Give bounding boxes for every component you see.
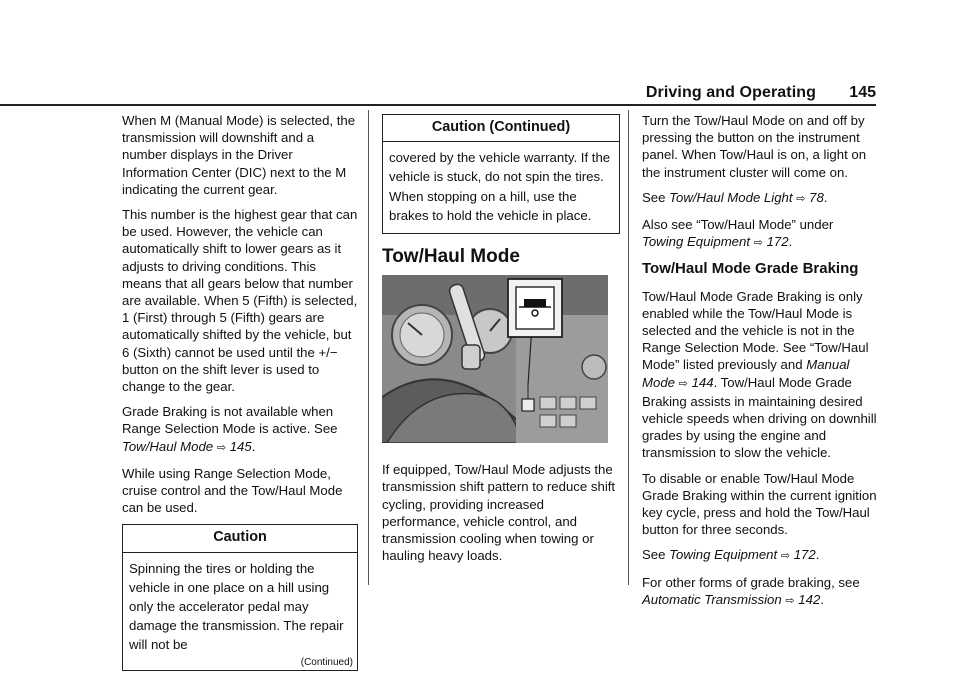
paragraph-text: See [642, 189, 670, 205]
xref-arrow-icon: ⇨ [785, 594, 795, 607]
xref-page[interactable]: 172 [766, 234, 789, 250]
xref-link[interactable] [642, 234, 789, 249]
paragraph: While using Range Selection Mode, cruise control and the Tow/Haul Mode can be used. [122, 465, 343, 516]
caution-body: covered by the vehicle warranty. If the vehicle is stuck, do not spin the tires. When stopping on a hill, use the brakes to hold the vehicle in place. [389, 150, 611, 223]
xref-arrow-icon: ⇨ [796, 192, 806, 205]
section-heading: Tow/Haul Mode [382, 246, 520, 268]
xref-link[interactable] [122, 439, 252, 454]
paragraph: Also see “Tow/Haul Mode” under Towing Equipment ⇨ 172. [642, 217, 834, 250]
page-header [0, 84, 876, 106]
xref-page[interactable]: 172 [793, 547, 816, 563]
column-divider [628, 110, 629, 585]
xref-link[interactable] [669, 547, 816, 562]
tow-haul-button-illustration [382, 275, 608, 443]
caution-box [122, 524, 358, 670]
paragraph-text: Grade Braking is not available when Range Selection Mode is active. See [122, 404, 338, 437]
dashboard-illustration [382, 275, 608, 443]
xref-title[interactable]: Tow/Haul Mode [122, 438, 214, 454]
paragraph: If equipped, Tow/Haul Mode adjusts the transmission shift pattern to reduce shift cycling, providing increased performance, vehicle control, and transmission cooling when towing or hauling heavy loads. [382, 462, 616, 564]
header-rule [0, 104, 876, 106]
xref-link[interactable] [642, 592, 820, 607]
xref-page[interactable]: 142 [798, 591, 821, 607]
paragraph: Turn the Tow/Haul Mode on and off by pressing the button on the instrument panel. When Tow/Haul is on, a light on the instrument cluster will come on. [642, 113, 867, 180]
caution-continued: (Continued) [300, 656, 353, 668]
caution-title: Caution [123, 525, 357, 552]
paragraph: See Tow/Haul Mode Light ⇨ 78. [642, 189, 828, 205]
paragraph-text: See [642, 547, 670, 563]
xref-arrow-icon: ⇨ [780, 550, 791, 563]
paragraph: See Towing Equipment ⇨ 172. [642, 547, 820, 563]
xref-page[interactable]: 78 [809, 189, 824, 205]
paragraph-text: . Tow/Haul Mode Grade Braking assists in maintaining desired vehicle speeds when driving on downhill grades by using the engine and transmission to slow the vehicle. [642, 374, 877, 461]
xref-link[interactable] [669, 190, 824, 205]
column-1 [122, 112, 358, 671]
paragraph-text: Also see “Tow/Haul Mode” under [642, 217, 834, 233]
paragraph: To disable or enable Tow/Haul Mode Grade Braking within the current ignition key cycle, press and hold the Tow/Haul button for three seconds. [642, 470, 877, 538]
paragraph: This number is the highest gear that can be used. However, the vehicle can automatically shift to lower gears as it adjusts to driving conditions. This means that all gears below that number are available. When 5 (Fifth) is selected, 1 (First) through 5 (Fifth) gears are automatically shifted by the vehicle, but 6 (Sixth) cannot be used until the +/− button on the shift lever is used to change to the gear. [122, 207, 358, 395]
xref-arrow-icon: ⇨ [216, 441, 227, 454]
xref-title[interactable]: Towing Equipment [669, 547, 778, 563]
paragraph: For other forms of grade braking, see Automatic Transmission ⇨ 142. [642, 574, 860, 607]
paragraph: When M (Manual Mode) is selected, the transmission will downshift and a number displays in the Driver Information Center (DIC) next to the M indicating the current gear. [122, 113, 356, 197]
paragraph-text: Tow/Haul Mode Grade Braking is only enabled while the Tow/Haul Mode is selected and the vehicle is not in the Range Selection Mode. See “Tow/Haul Mode” listed previously and [642, 288, 869, 373]
paragraph [642, 288, 878, 462]
xref-title[interactable]: Manual Mode [642, 357, 850, 390]
xref-arrow-icon: ⇨ [678, 377, 688, 390]
xref-page[interactable]: 145 [229, 438, 252, 454]
caution-title: Caution (Continued) [383, 115, 619, 142]
column-3 [642, 112, 878, 618]
xref-title[interactable]: Towing Equipment [642, 234, 751, 250]
paragraph: Grade Braking is not available when Range Selection Mode is active. See Tow/Haul Mode ⇨ 145. [122, 404, 338, 454]
header-section-title: Driving and Operating [645, 84, 816, 101]
xref-arrow-icon: ⇨ [753, 237, 763, 250]
subsection-heading: Tow/Haul Mode Grade Braking [642, 260, 859, 278]
xref-title[interactable]: Tow/Haul Mode Light [669, 189, 793, 205]
column-divider [368, 110, 369, 585]
paragraph-text: For other forms of grade braking, see [642, 574, 860, 590]
caution-box-continued [382, 114, 620, 234]
header-page-number: 145 [849, 84, 876, 101]
xref-page[interactable]: 144 [691, 374, 714, 390]
xref-title[interactable]: Automatic Transmission [642, 591, 782, 607]
column-2 [382, 112, 620, 572]
caution-body: Spinning the tires or holding the vehicle in one place on a hill using only the accelerator pedal may damage the transmission. The repair will not be [129, 560, 344, 653]
